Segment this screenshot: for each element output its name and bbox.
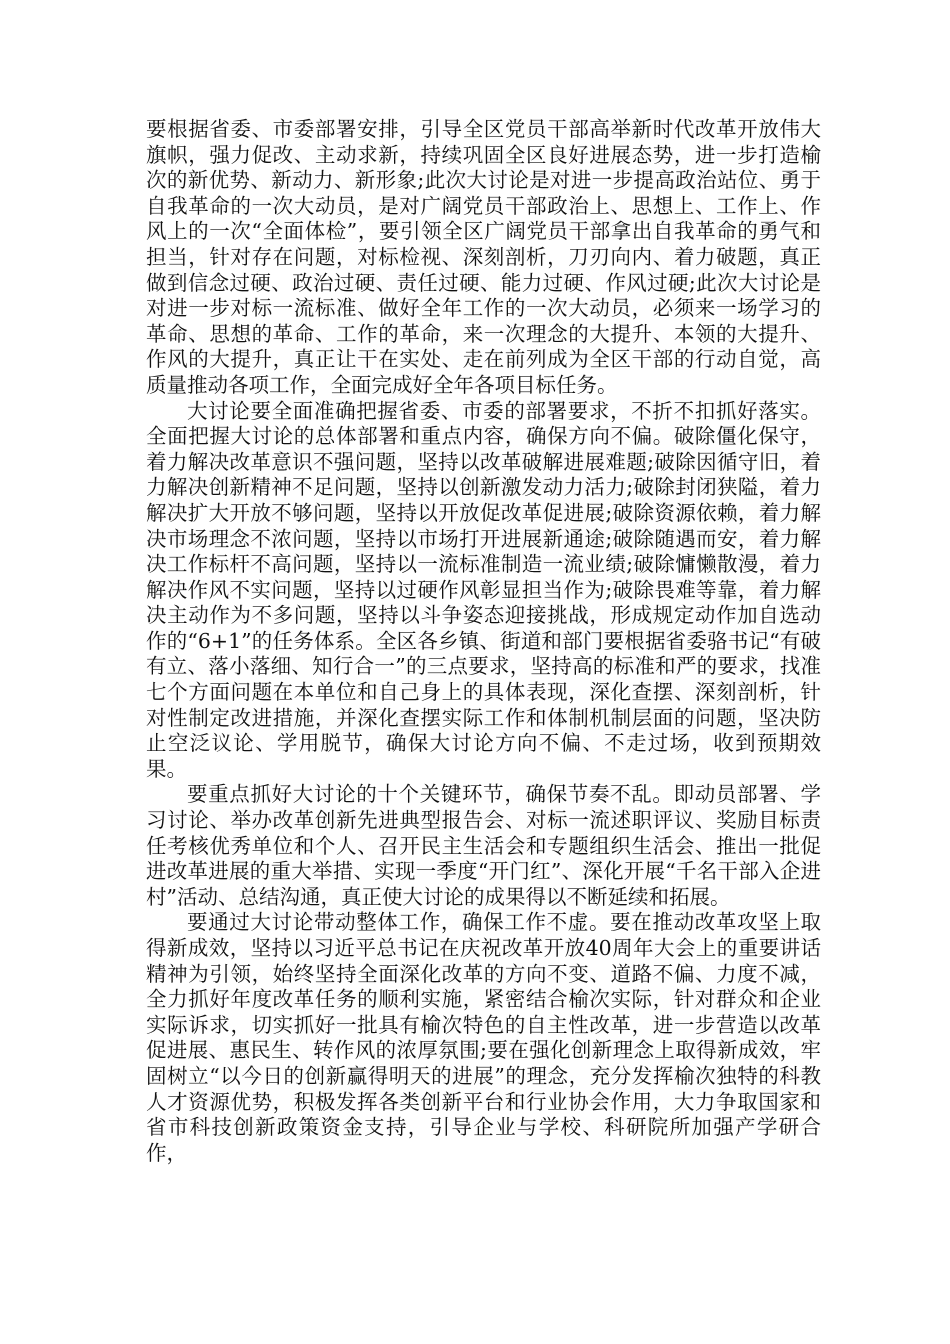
document-body	[146, 117, 821, 1166]
paragraph-1: 要根据省委、市委部署安排，引导全区党员干部高举新时代改革开放伟大旗帜，强力促改、主动求新，持续巩固全区良好进展态势，进一步打造榆次的新优势、新动力、新形象;此次大讨论是对进一步提高政治站位、勇于自我革命的一次大动员，是对广阔党员干部政治上、思想上、工作上、作风上的一次“全面体检”，要引领全区广阔党员干部拿出自我革命的勇气和担当，针对存在问题，对标检视、深刻剖析，刀刃向内、着力破题，真正做到信念过硬、政治过硬、责任过硬、能力过硬、作风过硬;此次大讨论是对进一步对标一流标准、做好全年工作的一次大动员，必须来一场学习的革命、思想的革命、工作的革命，来一次理念的大提升、本领的大提升、作风的大提升，真正让干在实处、走在前列成为全区干部的行动自觉，高质量推动各项工作，全面完成好全年各项目标任务。	[146, 117, 821, 397]
paragraph-3: 要重点抓好大讨论的十个关键环节，确保节奏不乱。即动员部署、学习讨论、举办改革创新先进典型报告会、对标一流述职评议、奖励目标责任考核优秀单位和个人、召开民主生活会和专题组织生活会、推出一批促进改革进展的重大举措、实现一季度“开门红”、深化开展“千名干部入企进村”活动、总结沟通，真正使大讨论的成果得以不断延续和拓展。	[146, 782, 821, 909]
paragraph-4: 要通过大讨论带动整体工作，确保工作不虚。要在推动改革攻坚上取得新成效，坚持以习近平总书记在庆祝改革开放40周年大会上的重要讲话精神为引领，始终坚持全面深化改革的方向不变、道路不偏、力度不减，全力抓好年度改革任务的顺利实施，紧密结合榆次实际，针对群众和企业实际诉求，切实抓好一批具有榆次特色的自主性改革，进一步营造以改革促进展、惠民生、转作风的浓厚氛围;要在强化创新理念上取得新成效，牢固树立“以今日的创新赢得明天的进展”的理念，充分发挥榆次独特的科教人才资源优势，积极发挥各类创新平台和行业协会作用，大力争取国家和省市科技创新政策资金支持，引导企业与学校、科研院所加强产学研合作，	[146, 910, 821, 1165]
paragraph-2: 大讨论要全面准确把握省委、市委的部署要求，不折不扣抓好落实。全面把握大讨论的总体部署和重点内容，确保方向不偏。破除僵化保守，着力解决改革意识不强问题，坚持以改革破解进展难题;破除因循守旧，着力解决创新精神不足问题，坚持以创新激发动力活力;破除封闭狭隘，着力解决扩大开放不够问题，坚持以开放促改革促进展;破除资源依赖，着力解决市场理念不浓问题，坚持以市场打开进展新通途;破除随遇而安，着力解决工作标杆不高问题，坚持以一流标准制造一流业绩;破除慵懒散漫，着力解决作风不实问题，坚持以过硬作风彰显担当作为;破除畏难等靠，着力解决主动作为不多问题，坚持以斗争姿态迎接挑战，形成规定动作加自选动作的“6+1”的任务体系。全区各乡镇、街道和部门要根据省委骆书记“有破有立、落小落细、知行合一”的三点要求，坚持高的标准和严的要求，找准七个方面问题在本单位和自己身上的具体表现，深化查摆、深刻剖析，针对性制定改进措施，并深化查摆实际工作和体制机制层面的问题，坚决防止空泛议论、学用脱节，确保大讨论方向不偏、不走过场，收到预期效果。	[146, 398, 821, 781]
